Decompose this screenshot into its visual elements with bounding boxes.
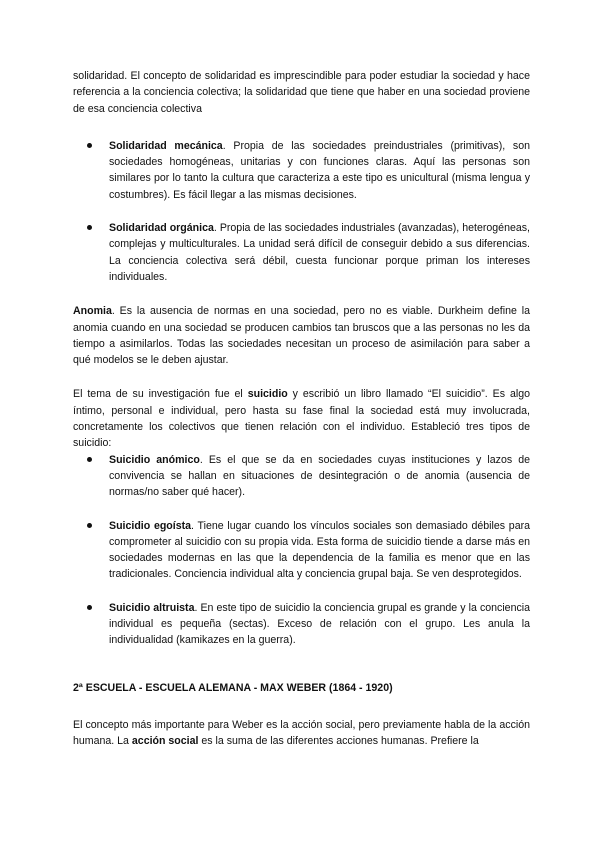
list-item-text: . Tiene lugar cuando los vínculos sociales son demasiado débiles para comprometer al suicidio con su propia vida. Esta forma de suicidio tiende a darse más en sociedades modernas en las que la dependencia de la familia es menor que en las tradicionales. Conciencia individual alta y conciencia grupal baja. Se ven desprotegidos.	[109, 519, 531, 581]
document-page	[73, 68, 530, 750]
list-item-text: . Propia de las sociedades industriales (avanzadas), heterogéneas, complejas y multiculturales. La unidad será difícil de conseguir debido a sus diferencias. La conciencia colectiva será débil, cuesta funcionar porque priman los intereses individuales.	[109, 222, 530, 283]
list-item	[73, 220, 530, 285]
term-bold: Solidaridad orgánica	[109, 222, 214, 235]
term-bold: acción social	[131, 735, 199, 748]
list-item-text: . Es el que se da en sociedades cuyas instituciones y lazos de convivencia se hallan en situaciones de desintegración o de anomia (ausencia de normas/no saber qué hacer).	[109, 453, 530, 499]
paragraph-text: . Es la ausencia de normas en una sociedad, pero no es viable. Durkheim define la anomia cuando en una sociedad se producen cambios tan bruscos que a las personas no les da tiempo a asimilarlos. Todas las sociedades necesitan un proceso de asimilación para saber a qué modelos se le deben ajustar.	[73, 305, 530, 367]
section-heading: 2ª ESCUELA - ESCUELA ALEMANA - MAX WEBER (1864 - 1920)	[73, 681, 393, 694]
suicide-intro-paragraph	[73, 386, 530, 451]
term-bold: Anomia	[73, 305, 112, 318]
suicide-list	[73, 452, 530, 649]
paragraph-text: El concepto más importante para Weber es la acción social, pero previamente habla de la acción humana. La	[73, 718, 530, 748]
bullet-icon	[87, 605, 92, 610]
term-bold: Suicidio altruista	[109, 601, 195, 614]
paragraph-text: y escribió un libro llamado “El suicidio”. Es algo íntimo, personal e individual, pero hasta su fase final la sociedad está muy involucrada, concretamente los colectivos que tienen relación con el individuo. Estableció tres tipos de suicidio:	[73, 388, 530, 450]
term-bold: Suicidio anómico	[109, 453, 200, 466]
bullet-icon	[87, 225, 92, 230]
bullet-icon	[87, 523, 92, 528]
list-item	[73, 452, 530, 501]
list-item	[73, 518, 530, 583]
list-item	[73, 600, 530, 649]
paragraph-text: es la suma de las diferentes acciones humanas. Prefiere la	[198, 735, 479, 748]
bullet-icon	[87, 143, 92, 148]
list-item-text: . En este tipo de suicidio la conciencia grupal es grande y la conciencia individual es pequeña (sectas). Exceso de relación con el grupo. Les anula la individualidad (kamikazes en la guerra).	[109, 601, 530, 647]
bullet-icon	[87, 457, 92, 462]
anomia-paragraph	[73, 303, 530, 368]
list-item-text: . Propia de las sociedades preindustriales (primitivas), son sociedades homogéneas, unitarias y con funciones claras. Aquí las personas son similares por lo tanto la cultura que caracteriza a este tipo es unicultural (misma lengua y costumbres). Es fácil llegar a las mismas decisiones.	[109, 139, 530, 201]
solidarity-list	[73, 138, 530, 285]
term-bold: Solidaridad mecánica	[109, 139, 223, 152]
term-bold: suicidio	[247, 388, 288, 401]
intro-paragraph: solidaridad. El concepto de solidaridad es imprescindible para poder estudiar la sociedad y hace referencia a la conciencia colectiva; la solidaridad que tiene que haber en una sociedad proviene de esa conciencia colectiva	[73, 70, 530, 115]
list-item	[73, 138, 530, 203]
weber-paragraph	[73, 717, 530, 750]
paragraph-text: El tema de su investigación fue el	[73, 388, 248, 401]
term-bold: Suicidio egoísta	[109, 519, 192, 532]
